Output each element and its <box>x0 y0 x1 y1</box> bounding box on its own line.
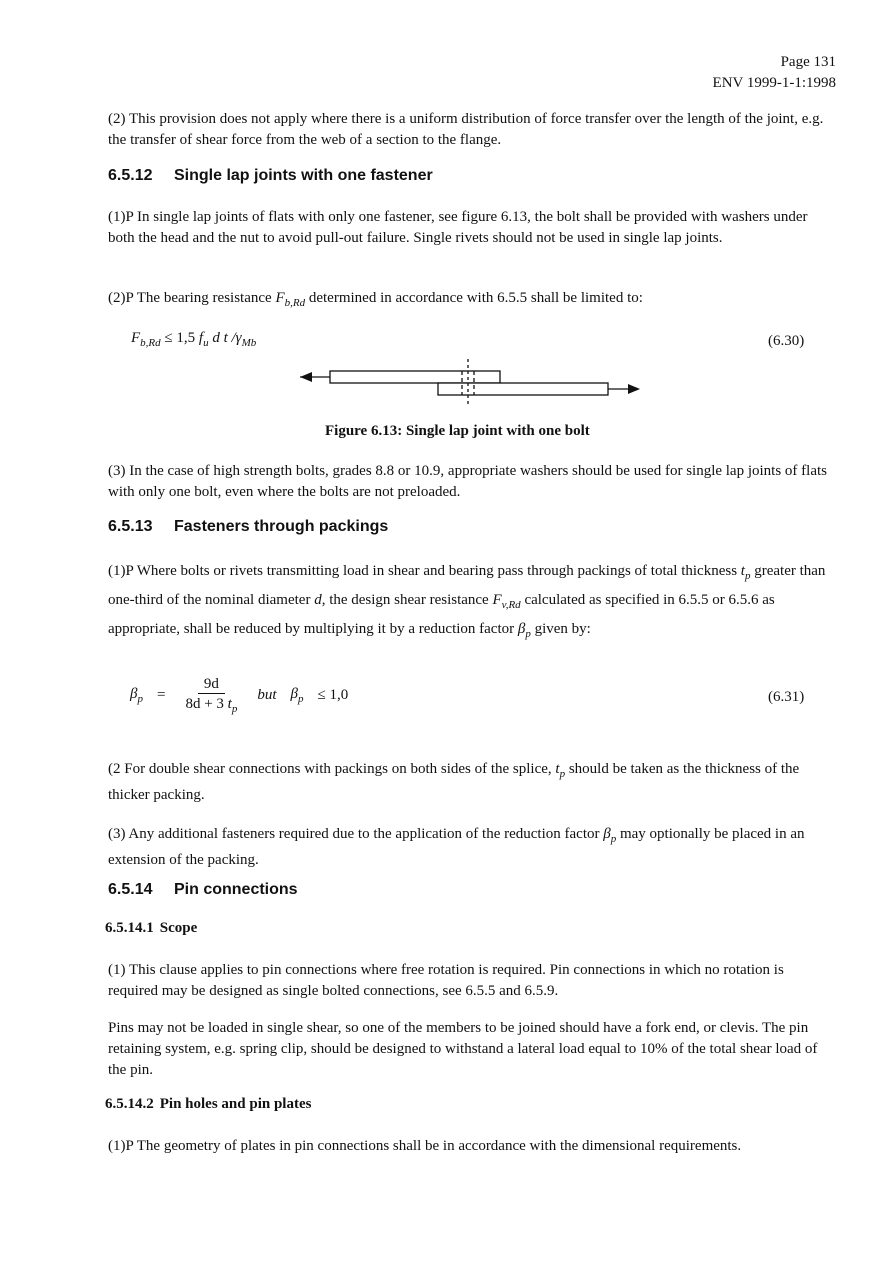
document-code: ENV 1999-1-1:1998 <box>712 75 836 91</box>
section-title: Single lap joints with one fastener <box>174 167 433 184</box>
lower-plate <box>438 383 608 395</box>
section-title: Fasteners through packings <box>174 518 389 535</box>
paragraph-intro-2: (2) This provision does not apply where there is a uniform distribution of force transfer over the length of the joint, e.g. the transfer of shear force from the web of a section to the flange. <box>108 111 824 148</box>
section-number: 6.5.14 <box>108 881 153 898</box>
section-heading-6-5-14-2 <box>105 1096 311 1113</box>
equation-6-30: $F_{b,Rd} \le 1,5$ $f_u$ d t $/\gamma_{Mb}$ <box>131 330 257 349</box>
paragraph-text: determined in accordance with 6.5.5 shall be limited to: <box>308 290 643 306</box>
single-lap-joint-figure <box>290 355 650 410</box>
section-heading-6-5-12 <box>108 167 433 185</box>
section-number: 6.5.14.2 <box>105 1096 154 1112</box>
paragraph-6-5-12-1: (1)P In single lap joints of flats with only one fastener, see figure 6.13, the bolt shall be provided with washers under both the head and the nut to avoid pull-out failure. Single rivets should not be used in single lap joints. <box>108 209 808 246</box>
paragraph-6-5-14-1-2: Pins may not be loaded in single shear, so one of the members to be joined should have a fork end, or clevis. The pin retaining system, e.g. spring clip, should be designed to withstand a lateral load equal to 10% of the total shear load of the pin. <box>108 1020 818 1078</box>
paragraph-6-5-14-1-1: (1) This clause applies to pin connections where free rotation is required. Pin connections in which no rotation is required may be designed as single bolted connections, see 6.5.5 and 6.5.9. <box>108 962 784 999</box>
equation-number-6-31: (6.31) <box>768 689 805 705</box>
paragraph-6-5-13-1: (1)P Where bolts or rivets transmitting load in shear and bearing pass through packings of total thickness $t_p$ greater than one-third of the nominal diameter d, the design shear resistance $F_{v,Rd}$ calculated as specified in 6.5.5 or 6.5.6 as appropriate, shall be reduced by multiplying it by a reduction factor $\beta_p$ given by: <box>108 563 826 640</box>
page-header <box>713 52 836 94</box>
page-number: Page 131 <box>780 54 836 70</box>
section-heading-6-5-14 <box>108 881 298 899</box>
section-number: 6.5.13 <box>108 518 153 535</box>
paragraph-6-5-12-3: (3) In the case of high strength bolts, grades 8.8 or 10.9, appropriate washers should be used for single lap joints of flats with only one bolt, even where the bolts are not preloaded. <box>108 463 828 500</box>
section-title: Scope <box>159 920 198 936</box>
section-number: 6.5.14.1 <box>105 920 154 936</box>
figure-6-13-caption: Figure 6.13: Single lap joint with one bolt <box>325 423 590 439</box>
equation-6-31: $\beta_p$ = $\frac{9d}{8d + 3 t_p}$ but $\beta_p$ ≤ 1,0 <box>130 676 349 715</box>
section-heading-6-5-14-1 <box>105 920 197 937</box>
paragraph-6-5-13-2: (2 For double shear connections with packings on both sides of the splice, $t_p$ should be taken as the thickness of the thicker packing. <box>108 761 800 803</box>
section-title: Pin holes and pin plates <box>159 1096 312 1112</box>
paragraph-6-5-12-2: (2)P The bearing resistance $F_{b,Rd}$ determined in accordance with 6.5.5 shall be limited to: <box>108 290 643 309</box>
paragraph-6-5-13-3: (3) Any additional fasteners required due to the application of the reduction factor $\beta_p$ may optionally be placed in an extension of the packing. <box>108 826 805 868</box>
fraction: $\frac{9d}{8d + 3 t_p}$ <box>185 676 238 715</box>
paragraph-text: (2)P The bearing resistance <box>108 290 272 306</box>
section-heading-6-5-13 <box>108 518 388 536</box>
section-title: Pin connections <box>174 881 298 898</box>
paragraph-6-5-14-2-1: (1)P The geometry of plates in pin connections shall be in accordance with the dimensional requirements. <box>108 1138 742 1154</box>
equation-number-6-30: (6.30) <box>768 333 805 349</box>
section-number: 6.5.12 <box>108 167 153 184</box>
